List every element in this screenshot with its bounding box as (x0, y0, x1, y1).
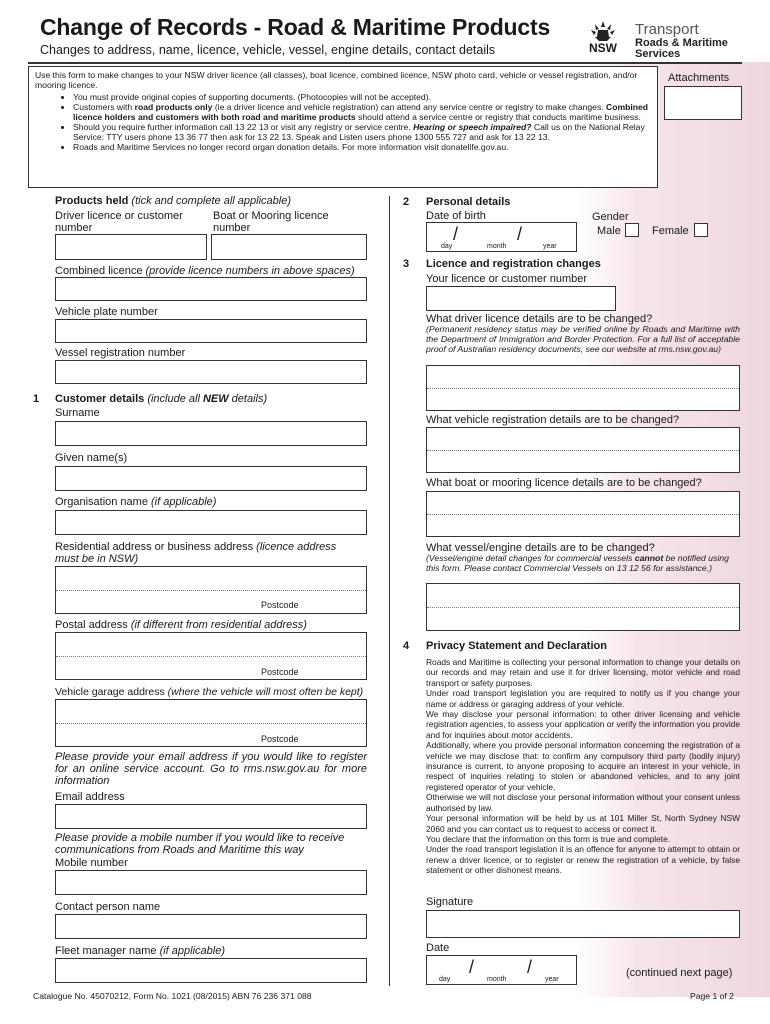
privacy-paragraph: Roads and Maritime is collecting your personal information to change your details on our records and may retain and use it for driver licensing, motor vehicle and road transport or safety purposes. (426, 657, 740, 688)
intro-bullet: • Roads and Maritime Services no longer record organ donation details. For more information visit donatelife.gov.au. (73, 142, 651, 152)
vessel-changes-note: (Vessel/engine detail changes for commercial vessels cannot be notified using this form. Please contact Commercial Vessels on 13 12 56 for assistance.) (426, 553, 729, 573)
male-checkbox[interactable] (625, 223, 639, 237)
residential-address-input[interactable] (55, 566, 367, 614)
vehicle-changes-label: What vehicle registration details are to be changed? (426, 414, 680, 426)
date-input[interactable] (426, 955, 577, 985)
privacy-heading: Privacy Statement and Declaration (426, 640, 607, 652)
month-label: month (487, 976, 507, 983)
postal-address-label: Postal address (if different from residential address) (55, 619, 307, 631)
mobile-prompt: Please provide a mobile number if you would like to receive communications from Roads and Maritime this way (55, 832, 345, 856)
vessel-registration-label: Vessel registration number (55, 347, 186, 359)
vehicle-plate-input[interactable] (55, 319, 367, 343)
female-label: Female (652, 225, 689, 237)
combined-licence-label: Combined licence (provide licence numbers in above spaces) (55, 265, 355, 277)
line-divider (427, 607, 739, 608)
garage-address-input[interactable] (55, 699, 367, 747)
contact-person-input[interactable] (55, 914, 367, 939)
dob-label: Date of birth (426, 210, 486, 222)
privacy-paragraph: Under road transport legislation you are required to notify us if you change your name or address or garaging address of your vehicle. (426, 688, 740, 709)
continued-note: (continued next page) (626, 967, 733, 979)
address-divider (56, 656, 366, 657)
date-slash: / (469, 957, 475, 977)
combined-licence-input[interactable] (55, 277, 367, 301)
year-label: year (543, 243, 557, 250)
surname-input[interactable] (55, 421, 367, 446)
your-licence-label: Your licence or customer number (426, 273, 588, 285)
driver-licence-label: Driver licence or customer number (55, 210, 183, 234)
postcode-label: Postcode (261, 734, 299, 744)
intro-bullet: • Customers with road products only (ie a driver licence and vehicle registration) can attend any service centre or registry to make changes. Combined licence holders and customers with both road and maritime products should attend a service centre or registry that conducts maritime business. (73, 102, 651, 122)
dob-input[interactable] (426, 222, 577, 252)
garage-address-label: Vehicle garage address (where the vehicle will most often be kept) (55, 686, 364, 698)
personal-details-heading: Personal details (426, 196, 511, 208)
gender-label: Gender (592, 211, 629, 223)
address-divider (56, 723, 366, 724)
boat-changes-input[interactable] (426, 491, 740, 537)
email-prompt: Please provide your email address if you would like to register for an online service account. Go to rms.nsw.gov.au for more information (55, 751, 367, 787)
products-held-heading: Products held (tick and complete all applicable) (55, 195, 291, 207)
given-names-label: Given name(s) (55, 452, 128, 464)
boat-licence-input[interactable] (211, 234, 367, 260)
page-title: Change of Records - Road & Maritime Products (40, 14, 551, 40)
your-licence-input[interactable] (426, 286, 616, 311)
attachments-box (664, 86, 742, 120)
privacy-statement (426, 657, 740, 876)
postcode-label: Postcode (261, 600, 299, 610)
catalogue-number: Catalogue No. 45070212, Form No. 1021 (08/2015) ABN 76 236 371 088 (33, 991, 312, 1001)
header-rule (28, 62, 742, 64)
organisation-input[interactable] (55, 510, 367, 535)
surname-label: Surname (55, 407, 100, 419)
date-slash: / (453, 224, 459, 244)
intro-text: Use this form to make changes to your NSW driver licence (all classes), boat licence, combined licence, NSW photo card, vehicle or vessel registration, and/or mooring licence. (35, 70, 638, 90)
page-subtitle: Changes to address, name, licence, vehicle, vessel, engine details, contact details (40, 43, 496, 57)
vessel-changes-input[interactable] (426, 583, 740, 631)
mobile-input[interactable] (55, 870, 367, 895)
section-number: 3 (403, 258, 410, 270)
licence-changes-heading: Licence and registration changes (426, 258, 601, 270)
day-label: day (441, 243, 453, 250)
date-slash: / (517, 224, 523, 244)
attachments-label: Attachments (668, 72, 730, 84)
fleet-manager-label: Fleet manager name (if applicable) (55, 945, 225, 957)
vessel-changes-label: What vessel/engine details are to be changed? (426, 542, 655, 554)
logo-rms-text: Roads & Maritime Services (635, 37, 728, 60)
address-divider (56, 590, 366, 591)
driver-licence-input[interactable] (55, 234, 207, 260)
privacy-paragraph: You declare that the information on this form is true and complete. (426, 833, 671, 844)
driver-changes-note: (Permanent residency status may be verified online by Roads and Maritime with the Department of Immigration and Border Protection. For a full list of acceptable proof of Australian residency documents, see our website at rms.nsw.gov.au) (426, 324, 740, 354)
column-divider (389, 196, 390, 986)
date-slash: / (527, 957, 533, 977)
privacy-paragraph: Your personal information will be held by us at 101 Miller St, North Sydney NSW 2060 and you can contact us to request to access or correct it. (426, 813, 740, 834)
line-divider (427, 388, 739, 389)
line-divider (427, 450, 739, 451)
email-label: Email address (55, 791, 125, 803)
male-label: Male (597, 225, 621, 237)
section-number: 4 (403, 640, 410, 652)
privacy-paragraph: Otherwise we will not disclose your personal information without your consent unless authorised by law. (426, 792, 740, 813)
day-label: day (439, 976, 451, 983)
date-label: Date (426, 942, 450, 954)
organisation-label: Organisation name (if applicable) (55, 496, 217, 508)
customer-details-heading: Customer details (include all NEW details) (55, 393, 268, 405)
given-names-input[interactable] (55, 466, 367, 491)
female-checkbox[interactable] (694, 223, 708, 237)
logo-transport-text: Transport (635, 21, 699, 38)
contact-person-label: Contact person name (55, 901, 161, 913)
year-label: year (545, 976, 559, 983)
logo-nsw-text: NSW (589, 41, 617, 55)
intro-box (28, 66, 658, 188)
section-number: 1 (33, 393, 40, 405)
privacy-paragraph: We may disclose your personal information: to other driver licensing and vehicle registration agencies, to assess your application or verify the information you provide and for inquiries about motor accidents. (426, 709, 740, 740)
driver-changes-input[interactable] (426, 365, 740, 411)
vessel-registration-input[interactable] (55, 360, 367, 384)
vehicle-changes-input[interactable] (426, 427, 740, 473)
signature-label: Signature (426, 896, 474, 908)
fleet-manager-input[interactable] (55, 958, 367, 983)
residential-address-label: Residential address or business address (licence address must be in NSW) (55, 541, 337, 565)
intro-list (35, 92, 651, 152)
privacy-paragraph: Additionally, where you provide personal information concerning the registration of a vehicle we may disclose that: to confirm any compulsory third party (bodily injury) insurance is current, to anyone proposing to acquire an interest in your vehicle, in respect of inquiries relating to stolen or abandoned vehicles, and to any joint registered operator of your vehicle. (426, 740, 740, 792)
boat-changes-label: What boat or mooring licence details are to be changed? (426, 477, 702, 489)
email-input[interactable] (55, 804, 367, 829)
month-label: month (487, 243, 507, 250)
signature-input[interactable] (426, 910, 740, 938)
driver-changes-label: What driver licence details are to be changed? (426, 313, 653, 325)
section-number: 2 (403, 196, 410, 208)
postal-address-input[interactable] (55, 632, 367, 680)
postcode-label: Postcode (261, 667, 299, 677)
page-number: Page 1 of 2 (690, 991, 734, 1001)
vehicle-plate-label: Vehicle plate number (55, 306, 158, 318)
intro-bullet: • You must provide original copies of supporting documents. (Photocopies will not be accepted). (73, 92, 651, 102)
line-divider (427, 514, 739, 515)
nsw-transport-logo (585, 19, 760, 61)
boat-licence-label: Boat or Mooring licence number (213, 210, 329, 234)
privacy-paragraph: Under the road transport legislation it is an offence for anyone to attempt to obtain or renew a driver licence, or to register or renew the registration of a vehicle, by false statement or other dishonest means. (426, 844, 740, 876)
intro-bullet: • Should you require further information call 13 22 13 or visit any registry or service centre. Hearing or speech impaired? Call us on the National Relay Service: TTY users phone 13 36 77 then ask for 13 22 13. Speak and Listen users phone 1300 555 727 and ask for 13 22 13. (73, 122, 651, 142)
mobile-label: Mobile number (55, 857, 128, 869)
